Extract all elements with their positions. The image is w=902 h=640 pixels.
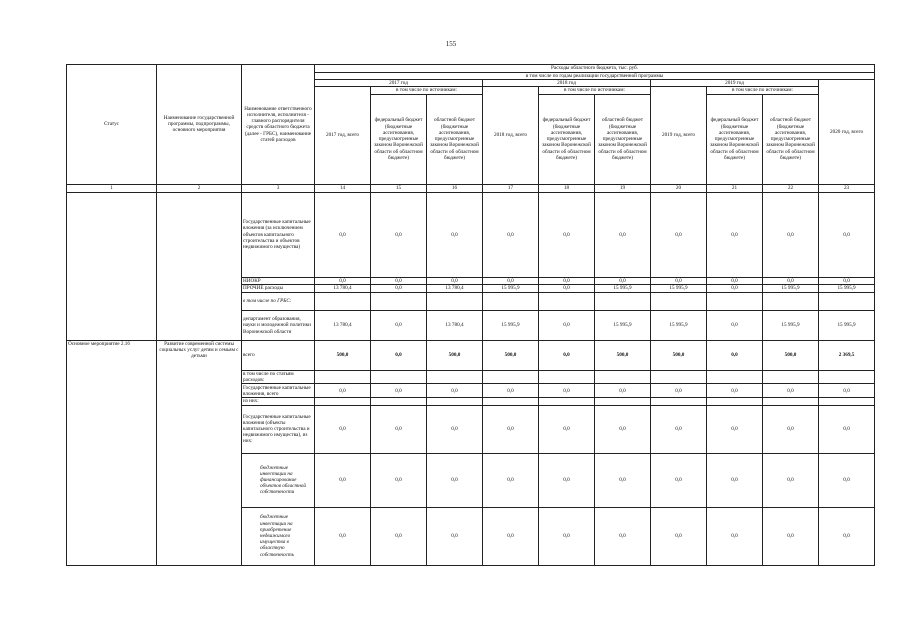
value-cell: 0,0: [483, 405, 539, 453]
value-cell: 0,0: [651, 453, 707, 507]
value-cell: 0,0: [315, 405, 371, 453]
row-label: в том числе по статьям расходов:: [242, 370, 315, 383]
row-label: в том числе по ГРБС:: [242, 292, 315, 310]
row-label: бюджетные инвестиции на финансирование объектов областной собственности: [242, 453, 315, 507]
value-cell: [595, 370, 651, 383]
value-cell: 0,0: [763, 277, 819, 284]
status-cell: Основное мероприятие 2.16: [67, 340, 157, 565]
value-cell: [539, 292, 595, 310]
value-cell: 0,0: [763, 405, 819, 453]
value-cell: 0,0: [819, 192, 875, 277]
value-cell: [315, 370, 371, 383]
col-number: 15: [371, 184, 427, 192]
value-cell: 0,0: [427, 277, 483, 284]
value-cell: [483, 398, 539, 405]
header-status: Статус: [67, 65, 157, 185]
value-cell: 500,0: [651, 340, 707, 370]
header-year-2018: 2018 год: [483, 80, 651, 87]
value-cell: 0,0: [427, 405, 483, 453]
table-body: [67, 192, 875, 565]
value-cell: 15 995,9: [595, 310, 651, 340]
col-number: 21: [707, 184, 763, 192]
value-cell: [539, 398, 595, 405]
value-cell: 0,0: [539, 310, 595, 340]
value-cell: [595, 292, 651, 310]
col-number: 23: [819, 184, 875, 192]
value-cell: 0,0: [315, 453, 371, 507]
header-federal-2018: федеральный бюджет (бюджетные ассигнования, предусмотренные законом Воронежской области об областном бюджете): [539, 94, 595, 184]
program-cell: [157, 192, 242, 340]
table-row: [67, 340, 875, 370]
header-federal-2017: федеральный бюджет (бюджетные ассигнования, предусмотренные законом Воронежской области об областном бюджете): [371, 94, 427, 184]
table-row: [67, 192, 875, 277]
value-cell: [371, 370, 427, 383]
value-cell: 0,0: [539, 284, 595, 292]
value-cell: 0,0: [819, 384, 875, 398]
value-cell: 0,0: [483, 507, 539, 565]
value-cell: [651, 398, 707, 405]
value-cell: 0,0: [819, 405, 875, 453]
value-cell: 0,0: [539, 405, 595, 453]
status-cell: [67, 192, 157, 340]
value-cell: 15 995,9: [819, 310, 875, 340]
value-cell: 0,0: [427, 453, 483, 507]
value-cell: 0,0: [651, 384, 707, 398]
value-cell: 13 780,4: [315, 284, 371, 292]
header-budget-title: Расходы областного бюджета, тыс. руб.: [315, 65, 875, 73]
col-number: 17: [483, 184, 539, 192]
value-cell: 0,0: [707, 507, 763, 565]
value-cell: 0,0: [595, 384, 651, 398]
value-cell: 0,0: [427, 507, 483, 565]
value-cell: 0,0: [371, 310, 427, 340]
value-cell: 0,0: [819, 453, 875, 507]
value-cell: 0,0: [763, 192, 819, 277]
value-cell: 500,0: [483, 340, 539, 370]
value-cell: 0,0: [315, 192, 371, 277]
value-cell: 13 780,4: [427, 284, 483, 292]
value-cell: [651, 292, 707, 310]
value-cell: 0,0: [483, 384, 539, 398]
col-number: 19: [595, 184, 651, 192]
row-label: НИОКР: [242, 277, 315, 284]
header-sources-2017: в том числе по источникам:: [371, 87, 483, 94]
value-cell: 15 995,9: [483, 284, 539, 292]
col-number: 2: [157, 184, 242, 192]
col-number: 16: [427, 184, 483, 192]
row-label: бюджетные инвестиции на приобретение недвижимого имущества в областную собственность: [242, 507, 315, 565]
value-cell: 0,0: [595, 453, 651, 507]
value-cell: [483, 292, 539, 310]
value-cell: [315, 398, 371, 405]
budget-table: [66, 64, 875, 566]
value-cell: [371, 398, 427, 405]
column-number-row: [67, 184, 875, 192]
value-cell: [427, 370, 483, 383]
value-cell: 500,0: [315, 340, 371, 370]
header-year-2019: 2019 год: [651, 80, 819, 87]
header-year-2017: 2017 год: [315, 80, 483, 87]
header-program: Наименование государственной программы, подпрограммы, основного мероприятия: [157, 65, 242, 185]
value-cell: 0,0: [371, 192, 427, 277]
row-label: департамент образования, науки и молодежной политики Воронежской области: [242, 310, 315, 340]
program-cell: Развитие современной системы социальных услуг детям и семьям с детьми: [157, 340, 242, 565]
value-cell: 0,0: [651, 405, 707, 453]
value-cell: 0,0: [707, 384, 763, 398]
value-cell: 0,0: [483, 277, 539, 284]
value-cell: [763, 398, 819, 405]
value-cell: 0,0: [595, 277, 651, 284]
value-cell: 0,0: [707, 192, 763, 277]
header-years-subtitle: в том числе по годам реализации государственной программы: [315, 73, 875, 80]
value-cell: 15 995,9: [819, 284, 875, 292]
header-regional-2019: областной бюджет (бюджетные ассигнования, предусмотренные законом Воронежской области об областном бюджете): [763, 94, 819, 184]
value-cell: 0,0: [371, 405, 427, 453]
value-cell: [763, 292, 819, 310]
value-cell: [427, 398, 483, 405]
col-number: 18: [539, 184, 595, 192]
header-federal-2019: федеральный бюджет (бюджетные ассигнования, предусмотренные законом Воронежской области об областном бюджете): [707, 94, 763, 184]
value-cell: 0,0: [315, 507, 371, 565]
row-label: всего: [242, 340, 315, 370]
value-cell: [539, 370, 595, 383]
value-cell: 0,0: [651, 507, 707, 565]
value-cell: [763, 370, 819, 383]
col-number: 3: [242, 184, 315, 192]
value-cell: 0,0: [371, 284, 427, 292]
header-total-2017: 2017 год, всего: [315, 87, 371, 184]
value-cell: 15 995,9: [651, 310, 707, 340]
value-cell: 13 780,4: [315, 310, 371, 340]
value-cell: 15 995,9: [483, 310, 539, 340]
value-cell: [819, 398, 875, 405]
col-number: 1: [67, 184, 157, 192]
value-cell: 15 995,9: [651, 284, 707, 292]
value-cell: 0,0: [539, 340, 595, 370]
value-cell: 500,0: [595, 340, 651, 370]
value-cell: 0,0: [707, 453, 763, 507]
col-number: 22: [763, 184, 819, 192]
row-label: Государственные капитальные вложения, всего: [242, 384, 315, 398]
value-cell: 15 995,9: [763, 284, 819, 292]
value-cell: [819, 370, 875, 383]
value-cell: 0,0: [539, 384, 595, 398]
header-total-2018: 2018 год, всего: [483, 87, 539, 184]
value-cell: [483, 370, 539, 383]
value-cell: 0,0: [707, 277, 763, 284]
value-cell: 0,0: [371, 277, 427, 284]
value-cell: 0,0: [763, 453, 819, 507]
value-cell: 0,0: [371, 453, 427, 507]
value-cell: 15 995,9: [763, 310, 819, 340]
row-label: из них:: [242, 398, 315, 405]
value-cell: 0,0: [315, 277, 371, 284]
value-cell: 13 780,4: [427, 310, 483, 340]
col-number: 20: [651, 184, 707, 192]
value-cell: 0,0: [539, 507, 595, 565]
header-executor: Наименование ответственного исполнителя, исполнителя - главного распорядителя средств областного бюджета (далее - ГРБС), наименование статей расходов: [242, 65, 315, 185]
value-cell: 500,0: [763, 340, 819, 370]
value-cell: 0,0: [819, 277, 875, 284]
value-cell: [315, 292, 371, 310]
value-cell: 0,0: [707, 284, 763, 292]
row-label: Государственные капитальные вложения (объекты капитального строительства и недвижимого имущества), из них:: [242, 405, 315, 453]
value-cell: 0,0: [595, 405, 651, 453]
value-cell: 0,0: [371, 340, 427, 370]
value-cell: 0,0: [371, 384, 427, 398]
value-cell: [427, 292, 483, 310]
header-sources-2018: в том числе по источникам:: [539, 87, 651, 94]
value-cell: 0,0: [707, 405, 763, 453]
value-cell: 0,0: [819, 507, 875, 565]
value-cell: [707, 292, 763, 310]
value-cell: 0,0: [427, 192, 483, 277]
value-cell: [707, 370, 763, 383]
row-label: Государственные капитальные вложения (за исключением объектов капитального строительства и объектов недвижимого имущества): [242, 192, 315, 277]
value-cell: 0,0: [483, 192, 539, 277]
col-number: 14: [315, 184, 371, 192]
value-cell: 0,0: [595, 192, 651, 277]
value-cell: 0,0: [315, 384, 371, 398]
header-total-2019: 2019 год, всего: [651, 87, 707, 184]
value-cell: 0,0: [539, 192, 595, 277]
value-cell: 0,0: [539, 277, 595, 284]
value-cell: 0,0: [707, 340, 763, 370]
value-cell: 0,0: [371, 507, 427, 565]
value-cell: 500,0: [427, 340, 483, 370]
value-cell: 0,0: [595, 507, 651, 565]
value-cell: [651, 370, 707, 383]
value-cell: [371, 292, 427, 310]
value-cell: [595, 398, 651, 405]
value-cell: 0,0: [651, 277, 707, 284]
value-cell: 0,0: [427, 384, 483, 398]
header-sources-2019: в том числе по источникам:: [707, 87, 819, 94]
header-regional-2018: областной бюджет (бюджетные ассигнования, предусмотренные законом Воронежской области об областном бюджете): [595, 94, 651, 184]
value-cell: 0,0: [763, 507, 819, 565]
value-cell: 0,0: [483, 453, 539, 507]
value-cell: [819, 292, 875, 310]
value-cell: 0,0: [539, 453, 595, 507]
row-label: ПРОЧИЕ расходы: [242, 284, 315, 292]
value-cell: 2 369,5: [819, 340, 875, 370]
value-cell: 15 995,9: [595, 284, 651, 292]
header-total-2020: 2020 год, всего: [819, 80, 875, 184]
value-cell: 0,0: [651, 192, 707, 277]
header-regional-2017: областной бюджет (бюджетные ассигнования, предусмотренные законом Воронежской области об областном бюджете): [427, 94, 483, 184]
value-cell: 0,0: [707, 310, 763, 340]
value-cell: 0,0: [763, 384, 819, 398]
page-number: 155: [445, 40, 457, 48]
value-cell: [707, 398, 763, 405]
